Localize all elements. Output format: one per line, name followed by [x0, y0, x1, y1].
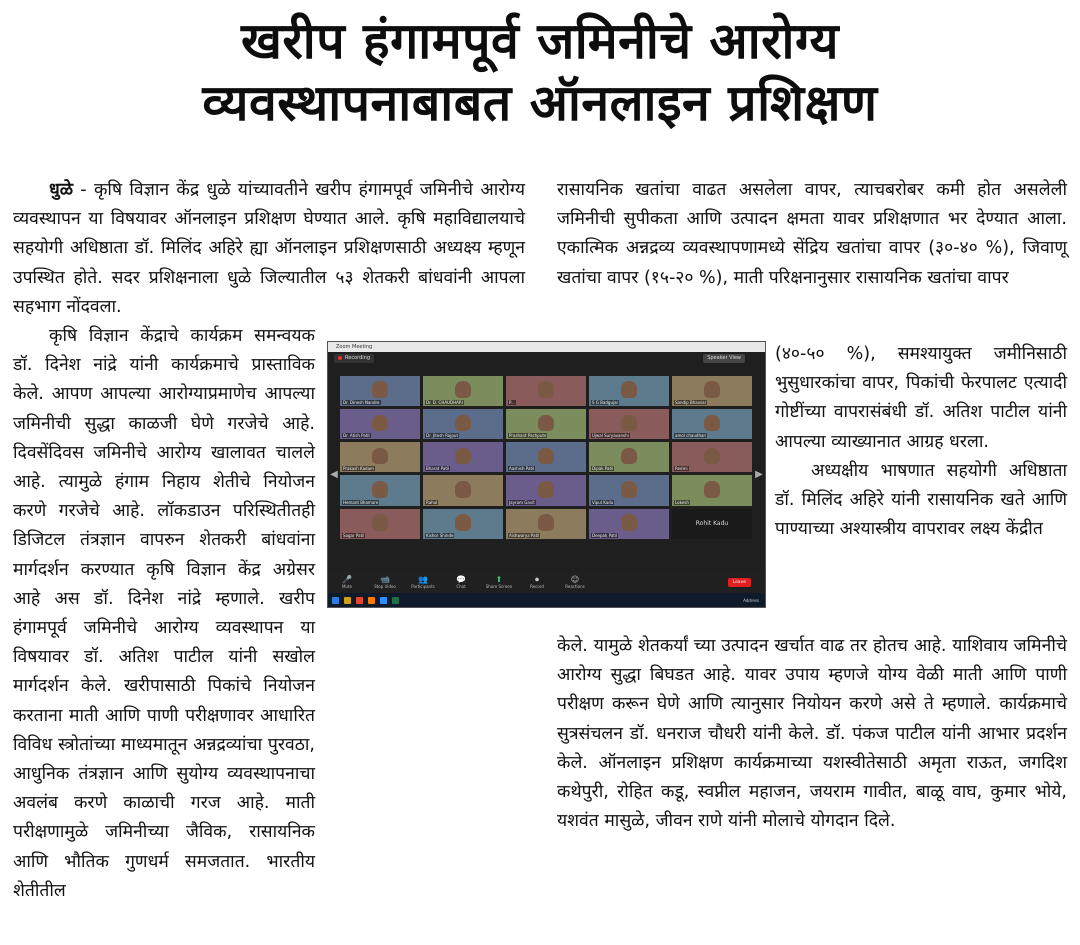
- excel-icon: [392, 597, 399, 604]
- record-icon: ⏺: [535, 575, 539, 584]
- participant-tile: [506, 475, 586, 505]
- participant-label: Dr. Atish Patil: [343, 433, 370, 439]
- share-screen-icon: ⬆: [495, 575, 503, 584]
- participant-tile: [340, 409, 420, 439]
- participant-grid: [340, 376, 752, 572]
- chat-icon: 💬: [456, 575, 466, 584]
- participant-face: [455, 514, 471, 531]
- chevron-right-icon: ▶: [755, 469, 763, 480]
- participant-tile: [589, 442, 669, 472]
- participant-label: Redmi: [675, 466, 688, 472]
- headline-line-1: खरीप हंगामपूर्व जमिनीचे आरोग्य: [240, 12, 840, 70]
- participant-face: [372, 415, 388, 432]
- participant-label: Kishor Shinde: [426, 532, 454, 538]
- record-label: Record: [530, 584, 544, 589]
- participant-face: [455, 381, 471, 398]
- participant-face: [704, 481, 720, 498]
- participant-face: [538, 381, 554, 398]
- participant-face: [372, 514, 388, 531]
- participant-face: [621, 481, 637, 498]
- participant-face: [538, 514, 554, 531]
- participant-tile: [672, 442, 752, 472]
- participant-name: Rohit Kadu: [695, 520, 729, 528]
- record-button: [518, 575, 556, 589]
- participant-face: [704, 448, 720, 465]
- participant-tile: [589, 376, 669, 406]
- participants-label: Participants: [411, 584, 435, 589]
- zoom-toolbar: [328, 571, 765, 593]
- chevron-left-icon: ◀: [330, 469, 338, 480]
- dateline-place: धुळे: [49, 180, 74, 200]
- paragraph-3: रासायनिक खतांचा वाढत असलेला वापर, त्याचबरोबर कमी होत असलेली जमिनीची सुपीकता आणि उत्पादन क्षमता यावर प्रशिक्षणात भर देण्यात आला. एकात्मिक अन्नद्रव्य व्यवस्थापणामध्ये सेंद्रिय खतांचा वापर (३०-४० %), जिवाणू खतांचा वापर (१५-२० %), माती परिक्षनानुसार रासायनिक खतांचा वापर: [557, 180, 1067, 288]
- column-right-bottom: [557, 632, 1067, 836]
- stop-video-icon: 📹: [380, 575, 390, 584]
- participant-label: Sagar Patil: [343, 532, 365, 538]
- speaker-view-button: Speaker View: [703, 354, 745, 363]
- participant-face: [704, 415, 720, 432]
- participant-face: [538, 415, 554, 432]
- leave-button: Leave: [728, 578, 751, 587]
- paragraph-3-cont: (४०-५० %), समश्यायुक्त जमीनिसाठी भुसुधारकांचा वापर, पिकांची फेरपालट एत्यादी गोष्टींच्या वापरासंबंधी डॉ. अतिश पाटील यांनी आपल्या व्याख्यानात आग्रह धरला.: [775, 344, 1067, 452]
- column-right-middle: [775, 340, 1067, 544]
- participant-tile: [589, 409, 669, 439]
- recording-indicator: [334, 354, 374, 363]
- zoom-meeting-photo: [327, 341, 766, 608]
- participant-face: [621, 381, 637, 398]
- participant-tile: [506, 409, 586, 439]
- participant-label: Bharat Patil: [426, 466, 450, 472]
- participant-label: Prashant Pachpute: [509, 433, 547, 439]
- participant-tile: [672, 376, 752, 406]
- mute-button: [328, 575, 366, 589]
- headline: [0, 10, 1080, 134]
- paragraph-1-text: - कृषि विज्ञान केंद्र धुळे यांच्यावतीने खरीप हंगामपूर्व जमिनीचे आरोग्य व्यवस्थापन या विषयावर ऑनलाइन प्रशिक्षण घेण्यात आले. कृषि महाविद्यालयाचे सहयोगी अधिष्ठाता डॉ. मिलिंद अहिरे ह्या ऑनलाइन प्रशिक्षणसाठी अध्यक्ष्य म्हणून उपस्थित होते. सदर प्रशिक्षनाला धुळे जिल्यातील ५३ शेतकरी बांधवांनी आपला सहभाग नोंदवला.: [13, 180, 525, 317]
- chat-button: [442, 575, 480, 589]
- participant-tile: [423, 442, 503, 472]
- participant-tile: [672, 475, 752, 505]
- chat-label: Chat: [456, 584, 466, 589]
- participant-label: amol chaudhari: [675, 433, 707, 439]
- participant-face: [372, 481, 388, 498]
- stop-video-button: [366, 575, 404, 589]
- recording-label: Recording: [345, 355, 371, 361]
- participant-label: S G Badgujar: [592, 400, 619, 406]
- participant-label: Hemant Bhamare: [343, 499, 379, 505]
- participant-tile: [506, 442, 586, 472]
- participant-label: Ujwal Suryavanshi: [592, 433, 629, 439]
- participant-face: [455, 481, 471, 498]
- participant-label: Aashish Patil: [509, 466, 535, 472]
- paragraph-2: कृषि विज्ञान केंद्राचे कार्यक्रम समन्वयक डॉ. दिनेश नांद्रे यांनी कार्यक्रमाचे प्रास्ताविक केले. आपण आपल्या आरोग्याप्रमाणेच आपल्या जमिनीची सुद्धा काळजी घेणे गरजेचे आहे. दिवसेंदिवस जमिनीचे आरोग्य खालावत चालले आहे. त्यामुळे हंगाम निहाय शेतीचे नियोजन करणे गरजेचे आहे. लॉकडाउन परिस्थितीतही डिजिटल तंत्रज्ञान वापरुन शेतकरी बांधवांना मार्गदर्शन करण्यात कृषि विज्ञान केंद्र अग्रेसर आहे अस डॉ. दिनेश नांद्रे म्हणाले. खरीप हंगामपूर्व जमिनीचे आरोग्य व्यवस्थापन या विषयावर डॉ. अतिश पाटील यांनी सखोल मार्गदर्शन केले. खरीपासाठी पिकांचे नियोजन करताना माती आणि पाणी परीक्षणावर आधारित विविध स्त्रोतांच्या माध्यमातून अन्नद्रव्यांचा पुरवठा, आधुनिक तंत्रज्ञान आणि सुयोग्य व्यवस्थापनाचा अवलंब करणे काळाची गरज आहे. माती परीक्षणामुळे जमिनीच्या जैविक, रासायनिक आणि भौतिक गुणधर्म समजतात. भारतीय शेतीतील: [13, 326, 315, 901]
- participant-label: Vipul Kadu: [592, 499, 614, 505]
- paragraph-1: [13, 176, 525, 322]
- participant-face: [372, 381, 388, 398]
- participant-face: [455, 448, 471, 465]
- participants-icon: 👥: [418, 575, 428, 584]
- folder-icon: [344, 597, 351, 604]
- participant-label: Aishwarya Patil: [509, 532, 540, 538]
- participant-label: Dr. D. CHAUDHARI: [426, 400, 463, 406]
- participant-label: Dr. Dinesh Nandre: [343, 400, 380, 406]
- column-right-top: [557, 176, 1067, 293]
- participant-face: [372, 448, 388, 465]
- participant-tile: [423, 409, 503, 439]
- participant-face: [538, 448, 554, 465]
- headline-line-2: व्यवस्थापनाबाबत ऑनलाइन प्रशिक्षण: [202, 74, 878, 132]
- participant-tile: [340, 509, 420, 539]
- participant-label: Lokesh: [675, 499, 689, 505]
- mute-label: Mute: [341, 584, 352, 589]
- participant-tile: [672, 409, 752, 439]
- address-label: Address: [743, 597, 759, 603]
- reactions-button: [556, 575, 594, 589]
- paragraph-4-cont: केले. यामुळे शेतकर्यां च्या उत्पादन खर्चात वाढ तर होतच आहे. याशिवाय जमिनीचे आरोग्य सुद्धा बिघडत आहे. यावर उपाय म्हणजे योग्य वेळी माती आणि पाणी परीक्षण करून घेणे आणि त्यानुसार नियोयन करणे असे ते म्हणाले. कार्यक्रमाचे सुत्रसंचलन डॉ. धनराज चौधरी यांनी केले. डॉ. पंकज पाटील यांनी आभार प्रदर्शन केले. ऑनलाइन प्रशिक्षण कार्यक्रमाच्या यशस्वीतेसाठी अमृता राऊत, जगदिश कथेपुरी, रोहित कडू, स्वप्नील महाजन, जयराम गावीत, बाळू वाघ, कुमार भोये, यशवंत मासुळे, जीवन राणे यांनी मोलाचे योगदान दिले.: [557, 636, 1067, 832]
- stop-video-label: Stop Video: [374, 584, 396, 589]
- paragraph-4: अध्यक्षीय भाषणात सहयोगी अधिष्ठाता डॉ. मिलिंद अहिरे यांनी रासायनिक खते आणि पाण्याच्या अश्यास्त्रीय वापरावर लक्ष्य केंद्रीत: [775, 460, 1067, 540]
- zoom-app-icon: [380, 597, 387, 604]
- firefox-icon: [368, 597, 375, 604]
- record-dot-icon: [338, 356, 342, 360]
- participant-tile: [589, 509, 669, 539]
- participant-label: Dipak Patil: [592, 466, 614, 472]
- reactions-icon: ☺: [570, 575, 580, 584]
- participant-tile: [340, 475, 420, 505]
- participant-label: Sandip Bhavsar: [675, 400, 707, 406]
- participant-face: [621, 415, 637, 432]
- participant-label: Prakash Kadam: [343, 466, 374, 472]
- participant-face: [704, 381, 720, 398]
- participant-tile: [340, 376, 420, 406]
- participant-tile: [506, 509, 586, 539]
- participant-tile: [340, 442, 420, 472]
- reactions-label: Reactions: [565, 584, 585, 589]
- participant-label: Dr. Jitesh Rajput: [426, 433, 459, 439]
- participant-face: [621, 514, 637, 531]
- participant-tile: [423, 475, 503, 505]
- participant-label: Jayram Gavit: [509, 499, 535, 505]
- participant-label: P...: [509, 400, 515, 406]
- participant-tile: [506, 376, 586, 406]
- participant-face: [455, 415, 471, 432]
- participant-face: [621, 448, 637, 465]
- participant-tile: [423, 376, 503, 406]
- zoom-titlebar: Zoom Meeting: [328, 342, 765, 352]
- chrome-icon: [356, 597, 363, 604]
- share-screen-button: [480, 575, 518, 589]
- participant-tile: [672, 509, 752, 539]
- participants-button: [404, 575, 442, 589]
- participant-tile: [589, 475, 669, 505]
- participant-label: Rahul: [426, 499, 438, 505]
- start-icon: [332, 597, 339, 604]
- share-screen-label: Share Screen: [485, 584, 513, 589]
- participant-tile: [423, 509, 503, 539]
- participant-label: Deepak Patil: [592, 532, 618, 538]
- participant-face: [538, 481, 554, 498]
- mute-icon: 🎤: [342, 575, 352, 584]
- windows-taskbar: [328, 593, 765, 607]
